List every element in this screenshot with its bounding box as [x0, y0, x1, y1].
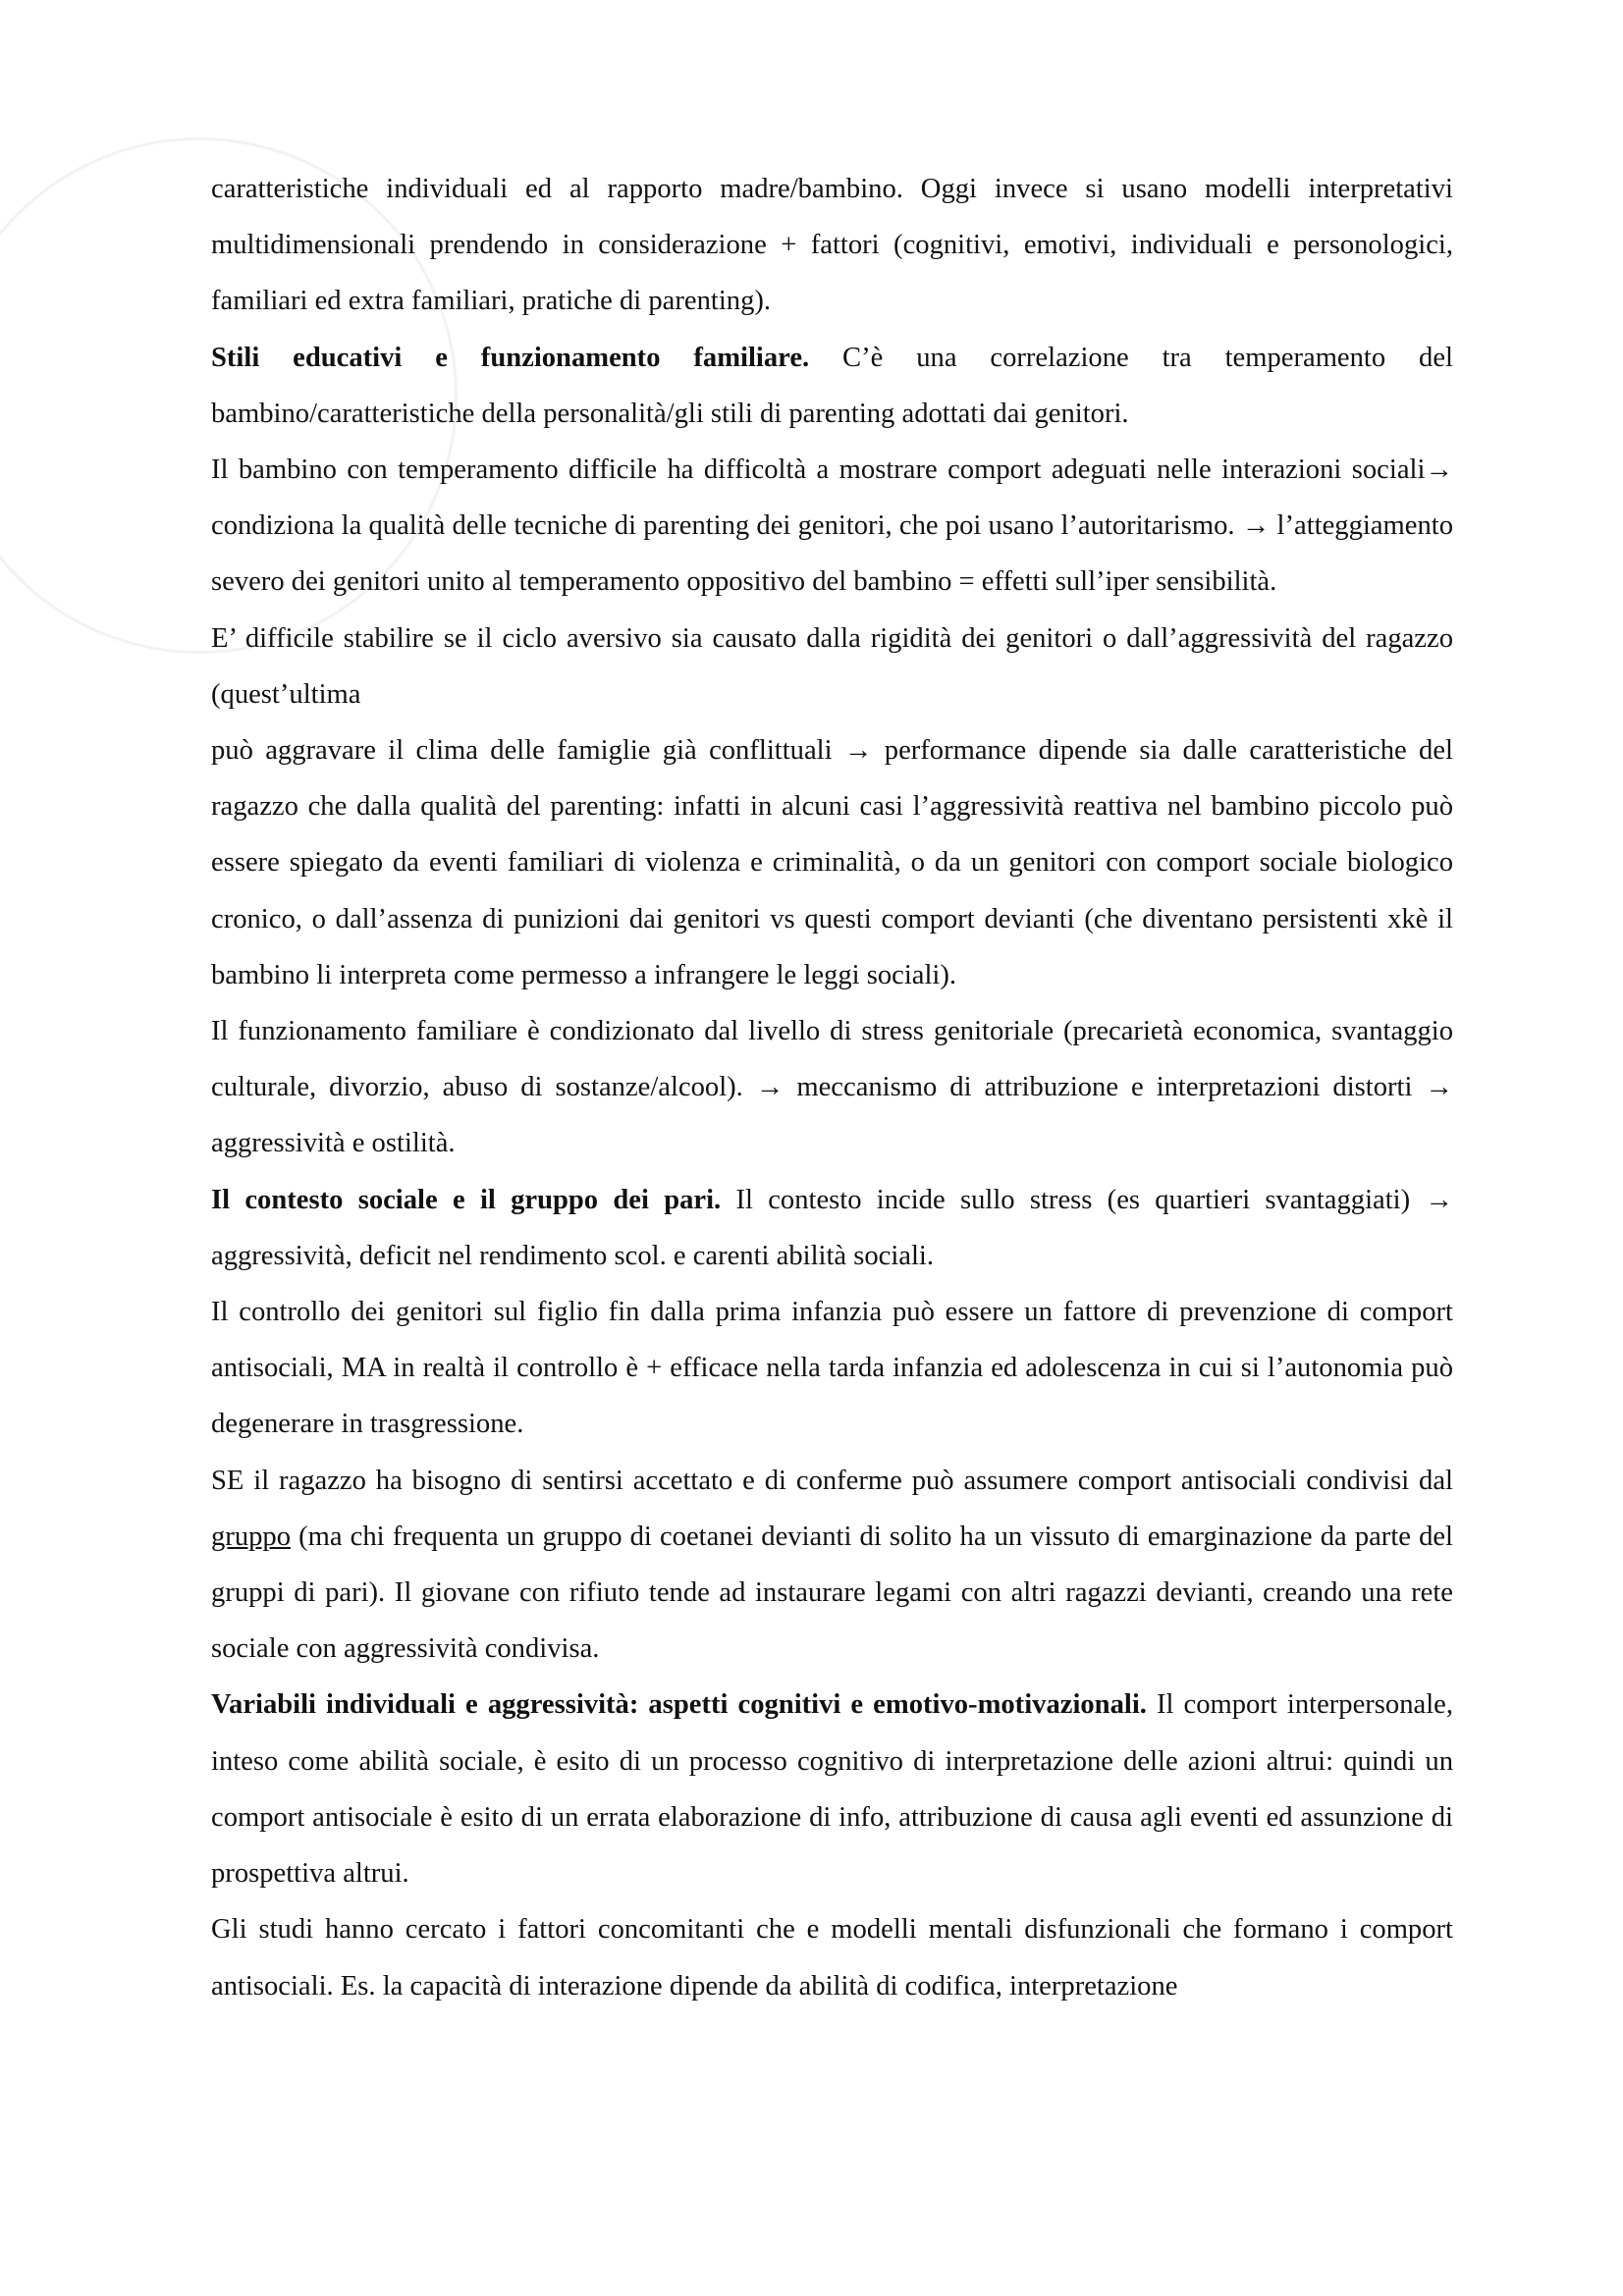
paragraph-11 — [211, 1901, 1453, 2013]
paragraph-text: Il comport interpersonale, inteso come abilità sociale, è esito di un processo cognitivo di interpretazione delle azioni altrui: quindi un comport antisociale è esito di un errata elaborazione di info, attribuzione di causa agli eventi ed assunzione di prospettiva altrui. — [211, 1689, 1453, 1890]
paragraph-text: Il bambino con temperamento difficile ha difficoltà a mostrare comport adeguati nelle interazioni sociali→ condiziona la qualità delle tecniche di parenting dei genitori, che poi usano l’autoritarismo. → l’atteggiamento severo dei genitori unito al temperamento oppositivo del bambino = effetti sull’iper sensibilità. — [211, 454, 1453, 598]
paragraph-text: Il contesto incide sullo stress (es quartieri svantaggiati) → aggressività, deficit nel rendimento scol. e carenti abilità sociali. — [211, 1184, 1453, 1271]
paragraph-text: SE il ragazzo ha bisogno di sentirsi accettato e di conferme può assumere comport antisociali condivisi dal — [211, 1465, 1453, 1496]
paragraph-1 — [211, 161, 1453, 330]
paragraph-2 — [211, 330, 1453, 442]
section-heading-stili-educativi: Stili educativi e funzionamento familiare. — [211, 342, 810, 373]
paragraph-8 — [211, 1284, 1453, 1453]
underlined-word-gruppo: gruppo — [211, 1521, 292, 1552]
paragraph-5 — [211, 722, 1453, 1003]
paragraph-text: Il controllo dei genitori sul figlio fin dalla prima infanzia può essere un fattore di prevenzione di comport antisociali, MA in realtà il controllo è + efficace nella tarda infanzia ed adolescenza in cui si l’autonomia può degenerare in trasgressione. — [211, 1297, 1453, 1440]
paragraph-9 — [211, 1453, 1453, 1678]
paragraph-4 — [211, 611, 1453, 722]
paragraph-text: E’ difficile stabilire se il ciclo aversivo sia causato dalla rigidità dei genitori o dall’aggressività del ragazzo (quest’ultima — [211, 622, 1453, 710]
paragraph-7 — [211, 1172, 1453, 1284]
paragraph-text: (ma chi frequenta un gruppo di coetanei devianti di solito ha un vissuto di emarginazione da parte del gruppi di pari). Il giovane con rifiuto tende ad instaurare legami con altri ragazzi devianti, creando una rete sociale con aggressività condivisa. — [211, 1521, 1453, 1665]
paragraph-text: caratteristiche individuali ed al rapporto madre/bambino. Oggi invece si usano modelli interpretativi multidimensionali prendendo in considerazione + fattori (cognitivi, emotivi, individuali e personologici, familiari ed extra familiari, pratiche di parenting). — [211, 174, 1453, 317]
paragraph-text: C’è una correlazione tra temperamento del bambino/caratteristiche della personalità/gli stili di parenting adottati dai genitori. — [211, 342, 1453, 429]
paragraph-10 — [211, 1677, 1453, 1901]
section-heading-variabili-individuali: Variabili individuali e aggressività: aspetti cognitivi e emotivo-motivazionali. — [211, 1689, 1147, 1721]
paragraph-6 — [211, 1003, 1453, 1172]
section-heading-contesto-sociale: Il contesto sociale e il gruppo dei pari. — [211, 1184, 722, 1215]
paragraph-text: Il funzionamento familiare è condizionato dal livello di stress genitoriale (precarietà economica, svantaggio culturale, divorzio, abuso di sostanze/alcool). → meccanismo di attribuzione e interpretazioni distorti → aggressività e ostilità. — [211, 1016, 1453, 1159]
document-body — [211, 161, 1453, 2014]
paragraph-3 — [211, 442, 1453, 611]
paragraph-text: può aggravare il clima delle famiglie già conflittuali → performance dipende sia dalle caratteristiche del ragazzo che dalla qualità del parenting: infatti in alcuni casi l’aggressività reattiva nel bambino piccolo può essere spiegato da eventi familiari di violenza e criminalità, o da un genitori con comport sociale biologico cronico, o dall’assenza di punizioni dai genitori vs questi comport devianti (che diventano persistenti xkè il bambino li interpreta come permesso a infrangere le leggi sociali). — [211, 735, 1453, 990]
paragraph-text: Gli studi hanno cercato i fattori concomitanti che e modelli mentali disfunzionali che formano i comport antisociali. Es. la capacità di interazione dipende da abilità di codifica, interpretazione — [211, 1914, 1453, 2002]
